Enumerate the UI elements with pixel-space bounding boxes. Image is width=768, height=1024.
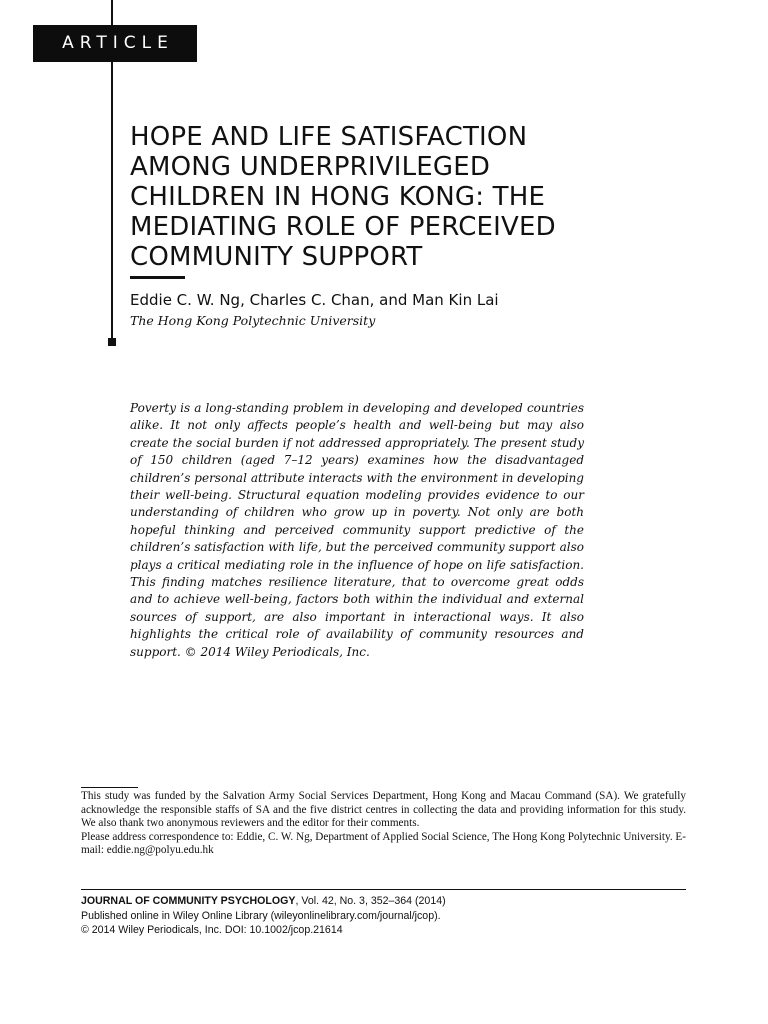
abstract: Poverty is a long-standing problem in developing and developed countries alike. It not only affects people’s health and well-being but may also create the social burden if not addressed appropriately. The present study of 150 children (aged 7–12 years) examines how the disadvantaged children’s personal attribute interacts with the environment in developing their well-being. Structural equation modeling provides evidence to our understanding of children who grow up in poverty. Not only are both hopeful thinking and perceived community support predictive of the children’s satisfaction with life, but the perceived community support also plays a critical mediating role in the influence of hope on life satisfaction. This finding matches resilience literature, that to overcome great odds and to achieve well-being, factors both within the individual and external sources of support, are also important in interactional ways. It also highlights the critical role of availability of community resources and support. © 2014 Wiley Periodicals, Inc. <box>130 401 584 659</box>
journal-citation: , Vol. 42, No. 3, 352–364 (2014) <box>295 895 446 907</box>
vertical-rule-end-mark <box>108 338 116 346</box>
title-divider <box>130 276 185 279</box>
article-type-badge: ARTICLE <box>33 25 197 62</box>
footnotes <box>81 790 686 858</box>
journal-name: JOURNAL OF COMMUNITY PSYCHOLOGY <box>81 895 296 907</box>
funding-note: This study was funded by the Salvation Army Social Services Department, Hong Kong and Macau Command (SA). We gratefully acknowledge the responsible staffs of SA and the five district centres in collecting the data and providing information for this study. We also thank two anonymous reviewers and the editor for their comments. <box>81 790 686 830</box>
author-affiliation: The Hong Kong Polytechnic University <box>130 313 376 328</box>
correspondence-note: Please address correspondence to: Eddie, C. W. Ng, Department of Applied Social Science, The Hong Kong Polytechnic University. E-mail: eddie.ng@polyu.edu.hk <box>81 830 686 857</box>
journal-divider <box>81 889 686 890</box>
journal-published-line: Published online in Wiley Online Library (wileyonlinelibrary.com/journal/jcop). <box>81 909 441 922</box>
footnote-divider <box>81 787 138 788</box>
article-title: HOPE AND LIFE SATISFACTION AMONG UNDERPRIVILEGED CHILDREN IN HONG KONG: THE MEDIATING ROLE OF PERCEIVED COMMUNITY SUPPORT <box>130 122 556 272</box>
author-list: Eddie C. W. Ng, Charles C. Chan, and Man Kin Lai <box>130 291 499 309</box>
journal-copyright-line: © 2014 Wiley Periodicals, Inc. DOI: 10.1002/jcop.21614 <box>81 924 343 937</box>
journal-citation-line <box>81 894 686 909</box>
journal-info <box>81 894 686 938</box>
